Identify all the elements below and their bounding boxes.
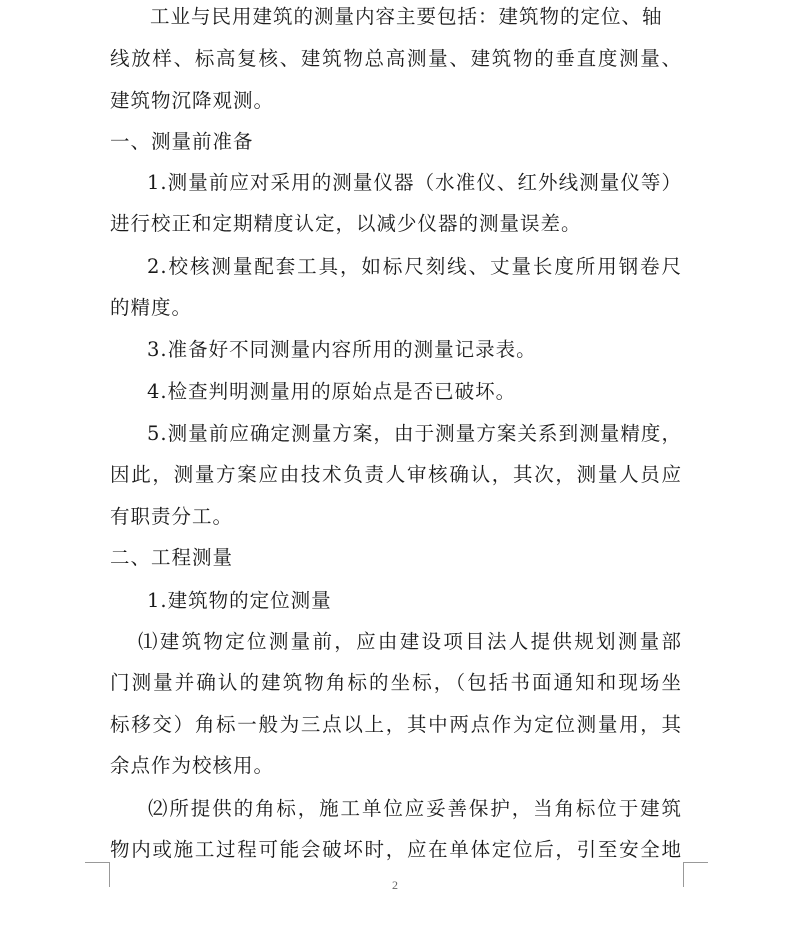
section-heading: 一、测量前准备 — [110, 130, 254, 153]
section-heading: 二、工程测量 — [110, 546, 234, 569]
subsection-heading: 1.建筑物的定位测量 — [147, 589, 332, 612]
text-line: 的精度。 — [110, 296, 193, 319]
text-line: 有职责分工。 — [110, 505, 234, 528]
text-line: 建筑物沉降观测。 — [110, 89, 275, 112]
text-line: 余点作为校核用。 — [110, 754, 275, 777]
text-line: 因此，测量方案应由技术负责人审核确认，其次，测量人员应 — [110, 463, 682, 486]
text-line: 3.准备好不同测量内容所用的测量记录表。 — [147, 338, 537, 361]
text-line: 线放样、标高复核、建筑物总高测量、建筑物的垂直度测量、 — [110, 47, 682, 70]
text-line: 工业与民用建筑的测量内容主要包括：建筑物的定位、轴 — [150, 5, 663, 28]
text-line: 进行校正和定期精度认定，以减少仪器的测量误差。 — [110, 212, 582, 235]
text-line: 标移交）角标一般为三点以上，其中两点作为定位测量用，其 — [110, 713, 682, 736]
text-line: 2.校核测量配套工具，如标尺刻线、丈量长度所用钢卷尺 — [147, 255, 682, 278]
text-line: 1.测量前应对采用的测量仪器（水准仪、红外线测量仪等） — [147, 171, 682, 194]
page-number: 2 — [392, 878, 398, 892]
text-line: 5.测量前应确定测量方案，由于测量方案关系到测量精度， — [147, 422, 682, 445]
text-line: 4.检查判明测量用的原始点是否已破坏。 — [147, 380, 517, 403]
text-line: 门测量并确认的建筑物角标的坐标，（包括书面通知和现场坐 — [110, 671, 682, 694]
text-line: 物内或施工过程可能会破坏时，应在单体定位后，引至安全地 — [110, 838, 682, 861]
text-line: ⑴建筑物定位测量前，应由建设项目法人提供规划测量部 — [138, 630, 682, 653]
text-line: ⑵所提供的角标，施工单位应妥善保护，当角标位于建筑 — [148, 797, 682, 820]
